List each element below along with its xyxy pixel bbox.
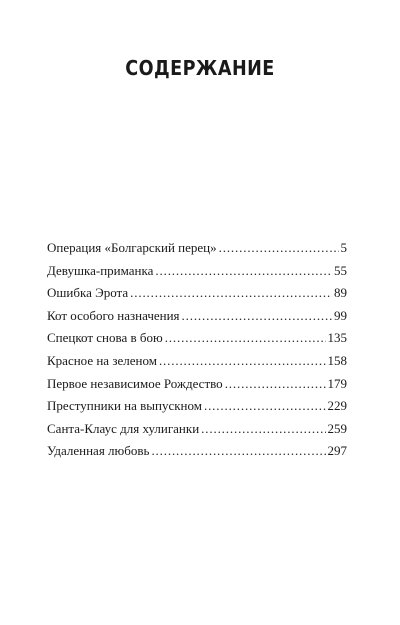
toc-entry (47, 398, 347, 421)
toc-entry-page: 5 (340, 240, 347, 255)
dot-leader (159, 353, 326, 369)
toc-entry-title: Удаленная любовь (47, 443, 150, 459)
dot-leader (201, 421, 325, 437)
toc-entry-page: 135 (327, 330, 347, 346)
toc-entry-title: Операция «Болгарский перец» (47, 240, 217, 255)
toc-entry-title: Преступники на выпускном (47, 398, 202, 414)
dot-leader (204, 398, 326, 414)
dot-leader (182, 308, 332, 324)
toc-entry-title: Кот особого назначения (47, 307, 180, 323)
toc-entry (47, 330, 347, 353)
toc-entry (47, 376, 347, 399)
toc-entry-page: 297 (327, 443, 347, 459)
toc-entry-title: Ошибка Эрота (47, 285, 129, 301)
toc-entry (47, 285, 347, 308)
toc-list (47, 240, 347, 466)
dot-leader (165, 330, 326, 346)
dot-leader (151, 443, 325, 459)
toc-entry-title: Первое независимое Рождество (47, 375, 223, 391)
toc-entry-title: Девушка-приманка (47, 262, 154, 278)
toc-title: СОДЕРЖАНИЕ (125, 56, 275, 80)
toc-entry (47, 263, 347, 286)
dot-leader (155, 263, 332, 279)
toc-entry-title: Спецкот снова в бою (47, 330, 163, 346)
toc-entry-page: 55 (334, 262, 347, 278)
toc-entry-page: 89 (334, 285, 347, 301)
toc-entry-page: 99 (334, 307, 347, 323)
toc-entry (47, 353, 347, 376)
toc-entry-title: Санта-Клаус для хулиганки (47, 420, 200, 436)
dot-leader (225, 376, 326, 392)
toc-entry-page: 259 (327, 420, 347, 436)
toc-entry-page: 229 (327, 398, 347, 414)
toc-entry (47, 240, 347, 263)
toc-entry-page: 179 (327, 375, 347, 391)
toc-entry-title: Красное на зеленом (47, 352, 157, 368)
toc-entry (47, 443, 347, 466)
dot-leader (130, 285, 332, 301)
toc-entry (47, 308, 347, 331)
toc-entry (47, 421, 347, 444)
toc-entry-page: 158 (327, 352, 347, 368)
dot-leader (219, 240, 339, 256)
